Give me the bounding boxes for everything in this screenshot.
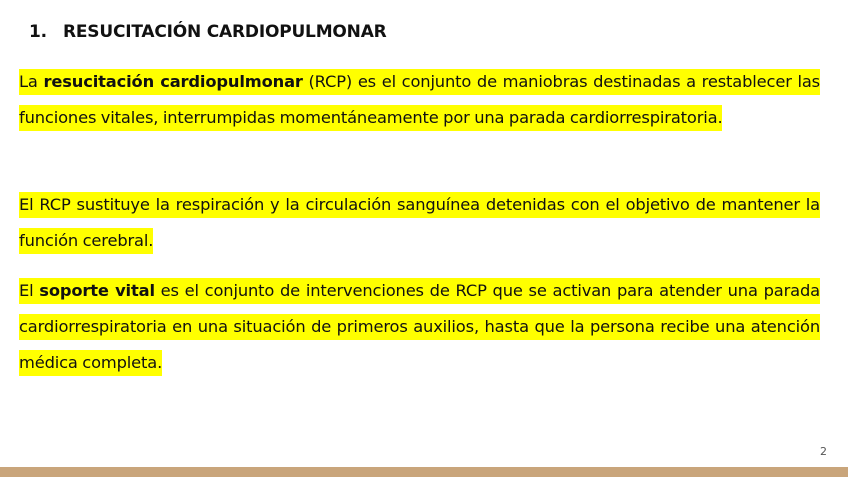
paragraph-rcp-definition (19, 64, 820, 136)
paragraph-text: es el conjunto de intervenciones de RCP que se activan para atender una parada cardiorrespiratoria en una situación de primeros auxilios, hasta que la persona recibe una atención médica completa. (19, 281, 820, 372)
highlight (19, 278, 820, 376)
paragraph-rcp-function (19, 187, 820, 259)
bold-term: resucitación cardiopulmonar (43, 72, 303, 91)
highlight (19, 69, 820, 131)
paragraph-soporte-vital (19, 273, 820, 381)
bottom-decorative-bar (0, 467, 848, 477)
paragraph-text: El RCP sustituye la respiración y la circulación sanguínea detenidas con el objetivo de mantener la función cerebral. (19, 195, 820, 250)
section-title: RESUCITACIÓN CARDIOPULMONAR (63, 22, 387, 42)
paragraph-text: El (19, 281, 40, 300)
section-number: 1. (29, 22, 47, 42)
page-number: 2 (820, 445, 827, 458)
highlight (19, 192, 820, 254)
paragraph-text: La (19, 72, 44, 91)
paragraph-text: (RCP) es el conjunto de maniobras destinadas a restablecer las funciones vitales, interrumpidas momentáneamente por una parada cardiorrespiratoria. (19, 72, 820, 127)
bold-term: soporte vital (39, 281, 155, 300)
section-heading (29, 22, 387, 42)
